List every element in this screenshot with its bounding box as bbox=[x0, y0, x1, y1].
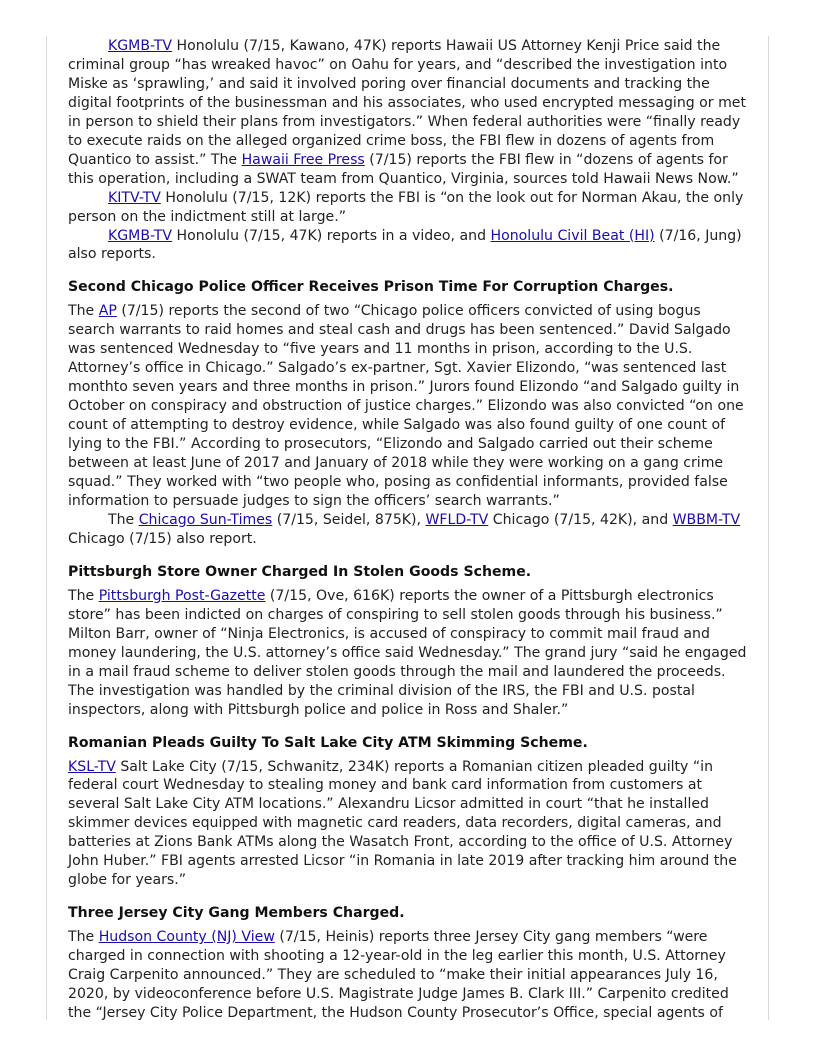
link-kitv-tv[interactable]: KITV-TV bbox=[108, 189, 161, 206]
paragraph-text: (7/15, Ove, 616K) reports the owner of a Pittsburgh electronics store” has been indicted on charges of conspiring to sell stolen goods through his business.” Milton Barr, owner of “Ninja Electronics, is accused of conspiracy to commit mail fraud and money laundering, the U.S. attorney’s office said Wednesday.” The grand jury “said he engaged in a mail fraud scheme to deliver stolen goods through the mail and laundered the proceeds. The investigation was handled by the criminal division of the IRS, the FBI and U.S. postal inspectors, along with Pittsburgh police and police in Ross and Shaler.” bbox=[68, 587, 747, 718]
page-right-rule bbox=[768, 36, 769, 1020]
link-honolulu-civil-beat[interactable]: Honolulu Civil Beat (HI) bbox=[490, 227, 655, 244]
paragraph-text: The bbox=[108, 511, 139, 528]
document-body bbox=[68, 37, 747, 1023]
paragraph-text: (7/15, Seidel, 875K), bbox=[272, 511, 426, 528]
heading-chicago-police: Second Chicago Police Officer Receives Prison Time For Corruption Charges. bbox=[68, 279, 674, 296]
paragraph-jersey-city bbox=[68, 928, 747, 1023]
paragraph-text: Honolulu (7/15, 47K) reports in a video, and bbox=[172, 227, 491, 244]
paragraph-romanian bbox=[68, 758, 747, 891]
link-kgmb-tv[interactable]: KGMB-TV bbox=[108, 38, 173, 54]
link-hudson-county-view[interactable]: Hudson County (NJ) View bbox=[98, 929, 275, 946]
paragraph-pittsburgh bbox=[68, 587, 747, 720]
paragraph-text: The bbox=[68, 929, 99, 946]
paragraph-text: The bbox=[68, 303, 99, 320]
link-wbbm-tv[interactable]: WBBM-TV bbox=[672, 511, 741, 528]
paragraph-kgmb-miske bbox=[68, 37, 747, 189]
paragraph-text: (7/15) reports the second of two “Chicago police officers convicted of using bogus search warrants to raid homes and steal cash and drugs has been sentenced.” David Salgado was sentenced Wednesday to “five years and 11 months in prison, according to the U.S. Attorney’s office in Chicago.” Salgado’s ex-partner, Sgt. Xavier Elizondo, “was sentenced last monthto seven years and three months in prison.” Jurors found Elizondo “and Salgado guilty in October on conspiracy and obstruction of justice charges.” Elizondo was also convicted “on one count of attempting to destroy evidence, while Salgado was also found guilty of one count of lying to the FBI.” According to prosecutors, “Elizondo and Salgado carried out their scheme between at least June of 2017 and January of 2018 while they were working on a gang crime squad.” They worked with “two people who, posing as confidential informants, provided false information to persuade judges to sign the officers’ search warrants.” bbox=[68, 303, 744, 509]
paragraph-text: (7/15) reports the FBI flew in “dozens of agents for this operation, including a SWAT team from Quantico, Virginia, sources told Hawaii News Now.” bbox=[68, 151, 739, 187]
link-wfld-tv[interactable]: WFLD-TV bbox=[425, 511, 489, 528]
link-ksl-tv[interactable]: KSL-TV bbox=[68, 758, 116, 775]
heading-jersey-city: Three Jersey City Gang Members Charged. bbox=[68, 905, 405, 922]
heading-pittsburgh-store: Pittsburgh Store Owner Charged In Stolen Goods Scheme. bbox=[68, 563, 532, 580]
paragraph-kgmb-video bbox=[68, 227, 747, 265]
paragraph-kitv-akau bbox=[68, 189, 747, 227]
link-kgmb-tv-video[interactable]: KGMB-TV bbox=[108, 227, 173, 244]
link-hawaii-free-press[interactable]: Hawaii Free Press bbox=[241, 151, 365, 168]
paragraph-text: (7/16, Jung) also reports. bbox=[68, 227, 742, 263]
paragraph-chicago-also-report bbox=[68, 511, 747, 549]
link-chicago-sun-times[interactable]: Chicago Sun-Times bbox=[138, 511, 273, 528]
paragraph-text: Chicago (7/15) also report. bbox=[68, 530, 257, 547]
heading-romanian-atm: Romanian Pleads Guilty To Salt Lake City ATM Skimming Scheme. bbox=[68, 734, 588, 751]
paragraph-text: Honolulu (7/15, 12K) reports the FBI is “on the look out for Norman Akau, the only person on the indictment still at large.” bbox=[68, 189, 744, 225]
paragraph-text: (7/15, Heinis) reports three Jersey City gang members “were charged in connection with shooting a 12-year-old in the leg earlier this month, U.S. Attorney Craig Carpenito announced.” They are scheduled to “make their initial appearances July 16, 2020, by videoconference before U.S. Magistrate Judge James B. Clark III.” Carpenito credited the “Jersey City Police Department, the Hudson County Prosecutor’s Office, special agents of bbox=[68, 929, 729, 1021]
paragraph-text: Chicago (7/15, 42K), and bbox=[488, 511, 673, 528]
paragraph-text: The bbox=[68, 587, 99, 604]
paragraph-text: Salt Lake City (7/15, Schwanitz, 234K) reports a Romanian citizen pleaded guilty “in federal court Wednesday to stealing money and bank card information from customers at several Salt Lake City ATM locations.” Alexandru Licsor admitted in court “that he installed skimmer devices equipped with magnetic card readers, data recorders, digital cameras, and batteries at Zions Bank ATMs along the Wasatch Front, according to the office of U.S. Attorney John Huber.” FBI agents arrested Licsor “in Romania in late 2019 after tracking him around the globe for years.” bbox=[68, 758, 737, 889]
link-pittsburgh-post-gazette[interactable]: Pittsburgh Post-Gazette bbox=[98, 587, 266, 604]
paragraph-chicago-ap bbox=[68, 302, 747, 510]
link-ap[interactable]: AP bbox=[98, 303, 117, 320]
paragraph-text: Honolulu (7/15, Kawano, 47K) reports Hawaii US Attorney Kenji Price said the criminal group “has wreaked havoc” on Oahu for years, and “described the investigation into Miske as ‘sprawling,’ and said it involved poring over financial documents and tracking the digital footprints of the businessman and his associates, who used encrypted messaging or met in person to shield their plans from investigators.” When federal authorities were “finally ready to execute raids on the alleged organized crime boss, the FBI flew in dozens of agents from Quantico to assist.” The bbox=[68, 38, 747, 168]
page-left-rule bbox=[46, 36, 47, 1020]
